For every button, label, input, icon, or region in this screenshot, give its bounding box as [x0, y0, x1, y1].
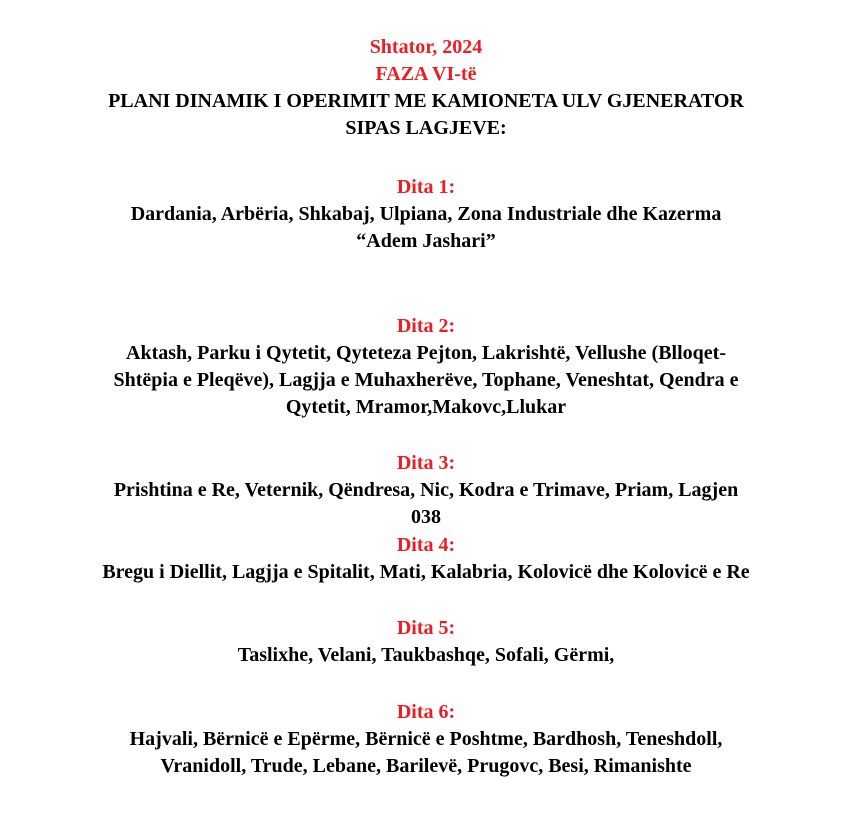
- day-5-label: Dita 5:: [396, 617, 456, 639]
- day-6-neighborhoods-line-1: Hajvali, Bërnicë e Epërme, Bërnicë e Poshtme, Bardhosh, Teneshdoll,: [129, 728, 723, 750]
- document-title-line-2: SIPAS LAGJEVE:: [345, 117, 507, 139]
- day-2-neighborhoods-line-3: Qytetit, Mramor,Makovc,Llukar: [285, 396, 567, 418]
- day-2-neighborhoods-line-1: Aktash, Parku i Qytetit, Qyteteza Pejton, Lakrishtë, Vellushe (Blloqet-: [126, 342, 726, 364]
- day-3-neighborhoods-line-2: 038: [411, 506, 441, 528]
- day-1-neighborhoods-line-2: “Adem Jashari”: [356, 230, 496, 252]
- document-title-line-1: PLANI DINAMIK I OPERIMIT ME KAMIONETA ULV GJENERATOR: [108, 90, 744, 112]
- phase-label: FAZA VI-të: [375, 63, 477, 85]
- day-1-label: Dita 1:: [396, 176, 456, 198]
- day-1-neighborhoods-line-1: Dardania, Arbëria, Shkabaj, Ulpiana, Zona Industriale dhe Kazerma: [130, 203, 722, 225]
- day-4-label: Dita 4:: [396, 534, 456, 556]
- day-3-label: Dita 3:: [396, 452, 456, 474]
- day-6-neighborhoods-line-2: Vranidoll, Trude, Lebane, Barilevë, Prugovc, Besi, Rimanishte: [160, 755, 692, 777]
- document-date: Shtator, 2024: [369, 36, 483, 58]
- day-6-label: Dita 6:: [396, 701, 456, 723]
- day-5-neighborhoods-line-1: Taslixhe, Velani, Taukbashqe, Sofali, Gërmi,: [237, 644, 615, 666]
- day-4-neighborhoods-line-1: Bregu i Diellit, Lagjja e Spitalit, Mati, Kalabria, Kolovicë dhe Kolovicë e Re: [102, 561, 750, 583]
- day-2-label: Dita 2:: [396, 315, 456, 337]
- day-3-neighborhoods-line-1: Prishtina e Re, Veternik, Qëndresa, Nic, Kodra e Trimave, Priam, Lagjen: [113, 479, 739, 501]
- day-2-neighborhoods-line-2: Shtëpia e Pleqëve), Lagjja e Muhaxherëve, Tophane, Veneshtat, Qendra e: [113, 369, 739, 391]
